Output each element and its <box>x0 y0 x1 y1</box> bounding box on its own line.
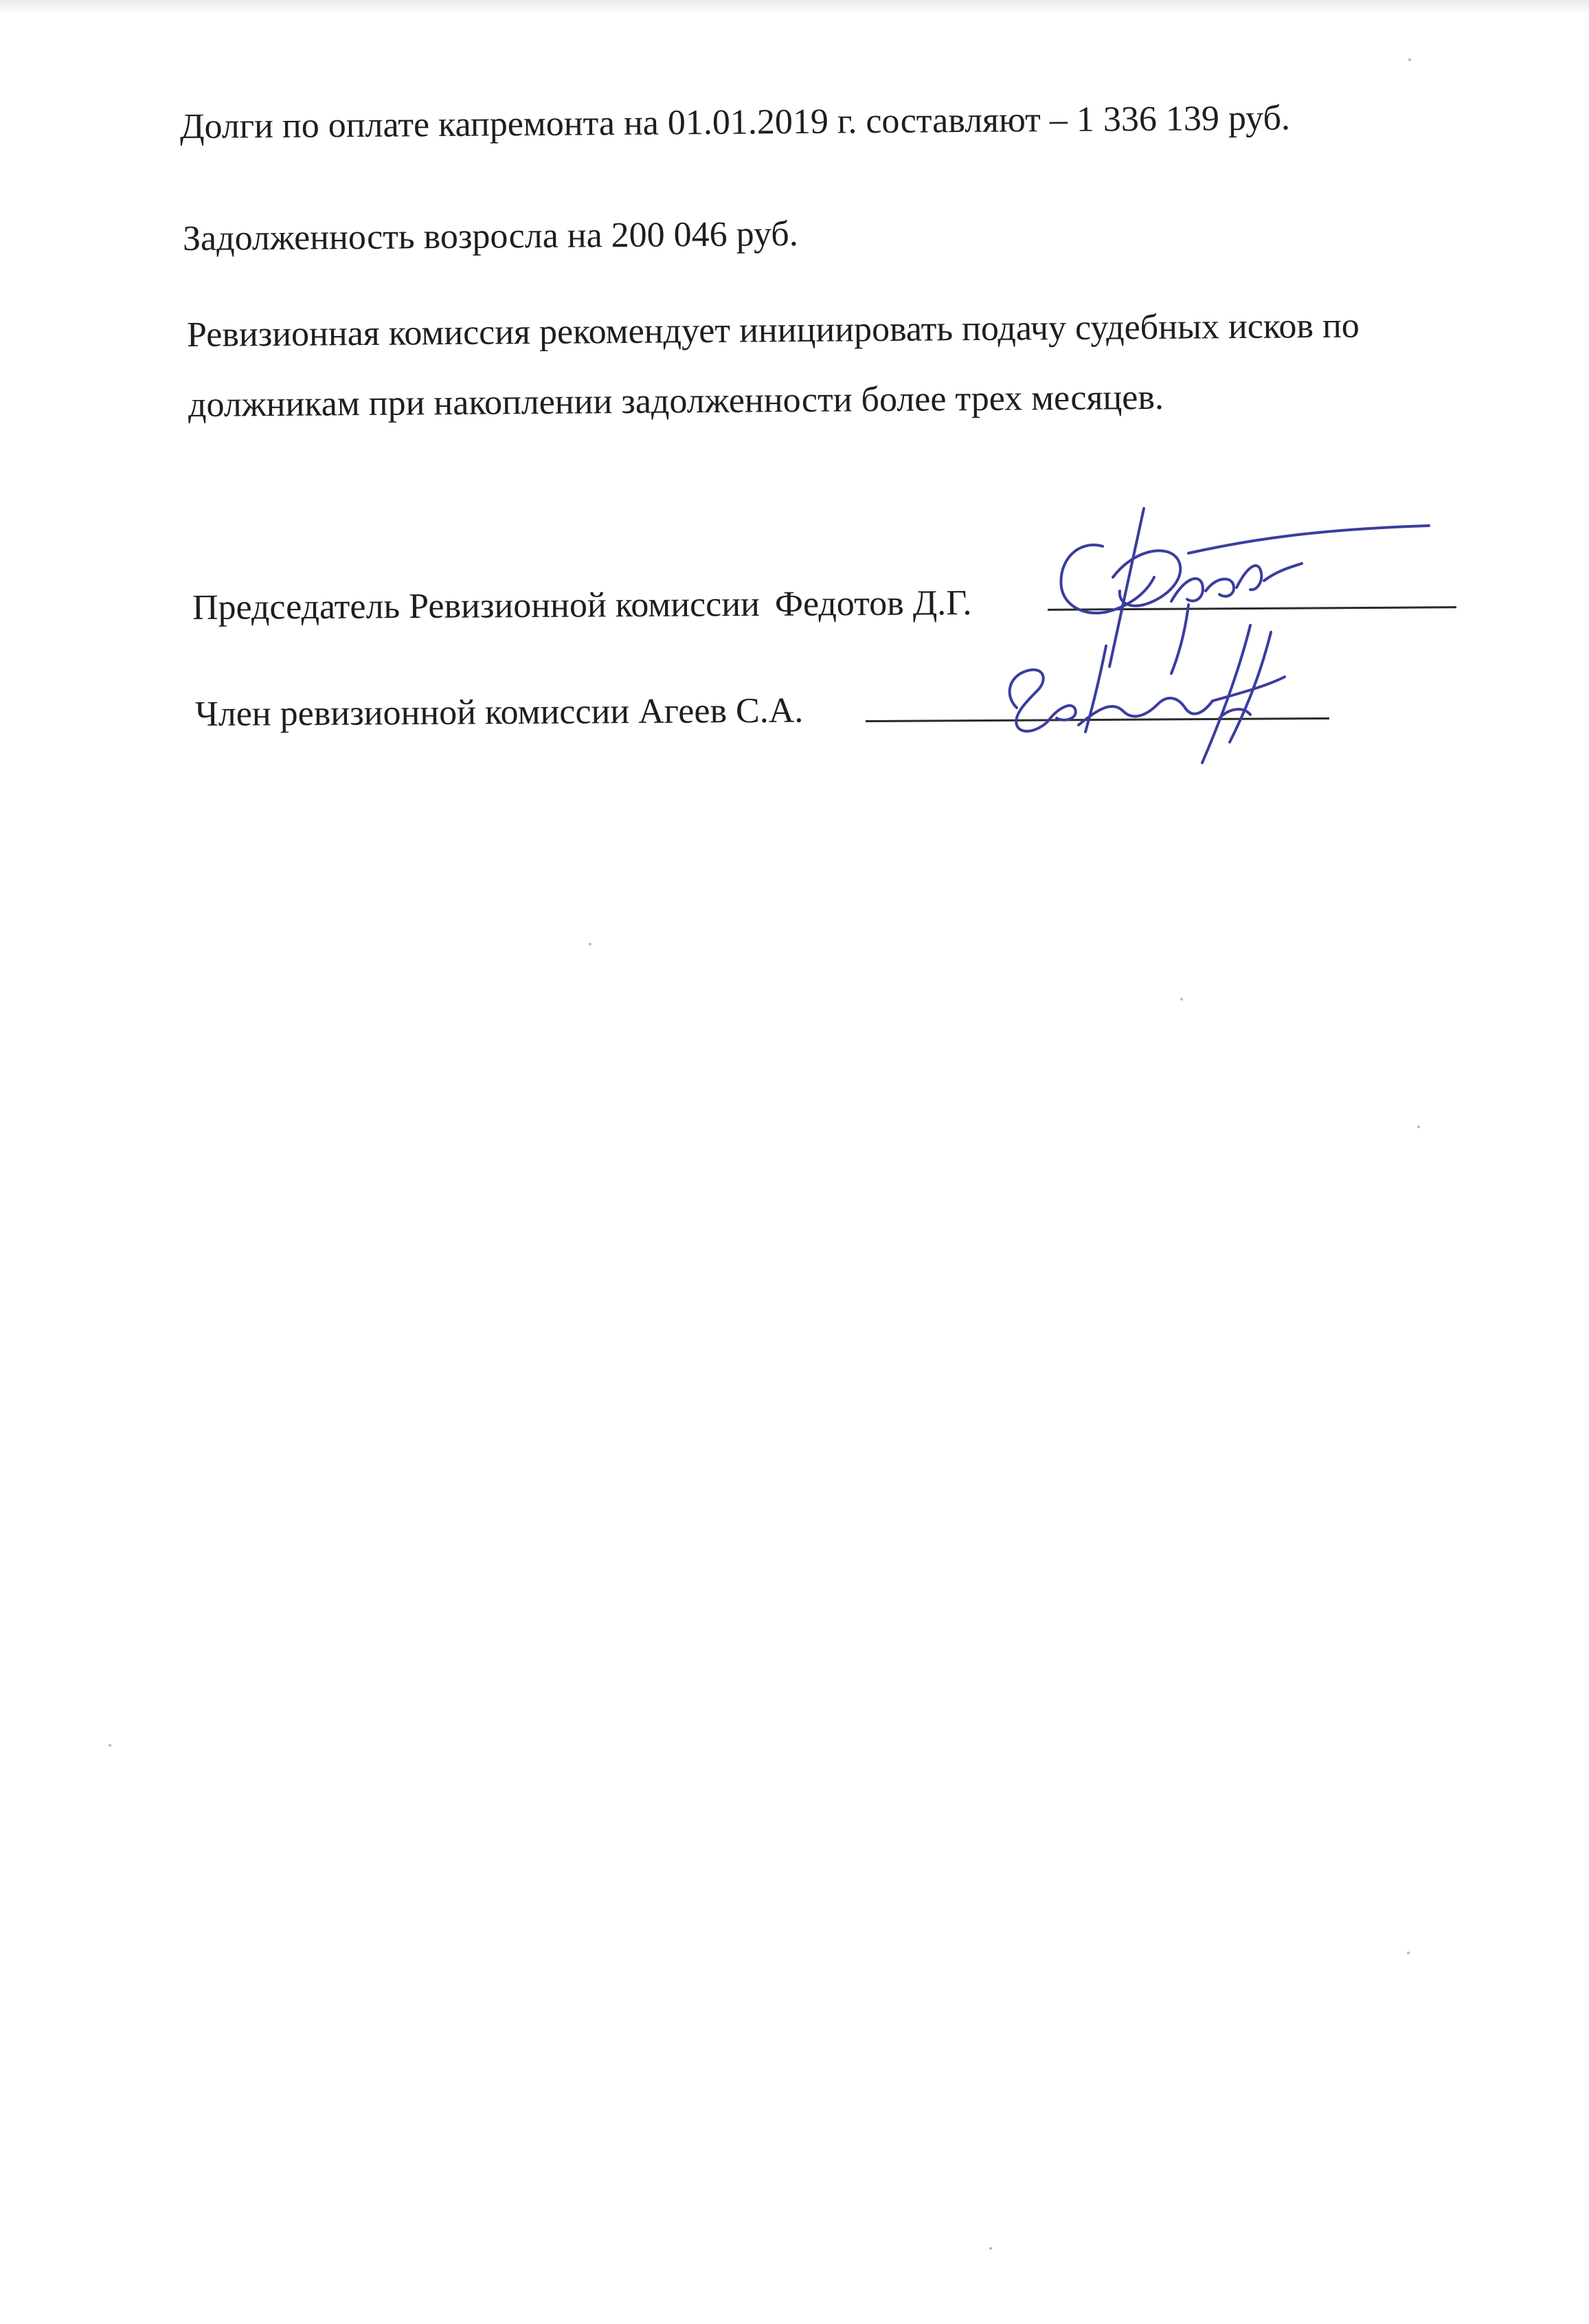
scan-edge-shadow <box>0 0 1589 15</box>
scan-speck <box>589 943 591 946</box>
chairman-role: Председатель Ревизионной комиссии <box>192 584 760 627</box>
scan-speck <box>1180 998 1183 1001</box>
scan-speck <box>1408 58 1411 61</box>
scan-speck <box>1407 1952 1410 1954</box>
scan-speck <box>109 1744 111 1747</box>
recommendation-line-1: Ревизионная комиссия рекомендует инициировать подачу судебных исков по <box>186 306 1360 355</box>
debt-increase-paragraph: Задолженность возросла на 200 046 руб. <box>182 214 798 258</box>
member-handwritten-signature <box>976 605 1333 783</box>
member-name: Агеев С.А. <box>638 691 804 732</box>
recommendation-line-2: должникам при накоплении задолженности более трех месяцев. <box>188 377 1164 425</box>
member-role: Член ревизионной комиссии <box>194 692 630 734</box>
scan-speck <box>1417 1126 1420 1128</box>
debt-paragraph: Долги по оплате капремонта на 01.01.2019 г. составляют – 1 336 139 руб. <box>179 98 1291 146</box>
chairman-name: Федотов Д.Г. <box>774 583 972 624</box>
member-signature-line <box>195 691 804 735</box>
scan-speck <box>989 2247 992 2250</box>
chairman-signature-line <box>192 583 972 629</box>
